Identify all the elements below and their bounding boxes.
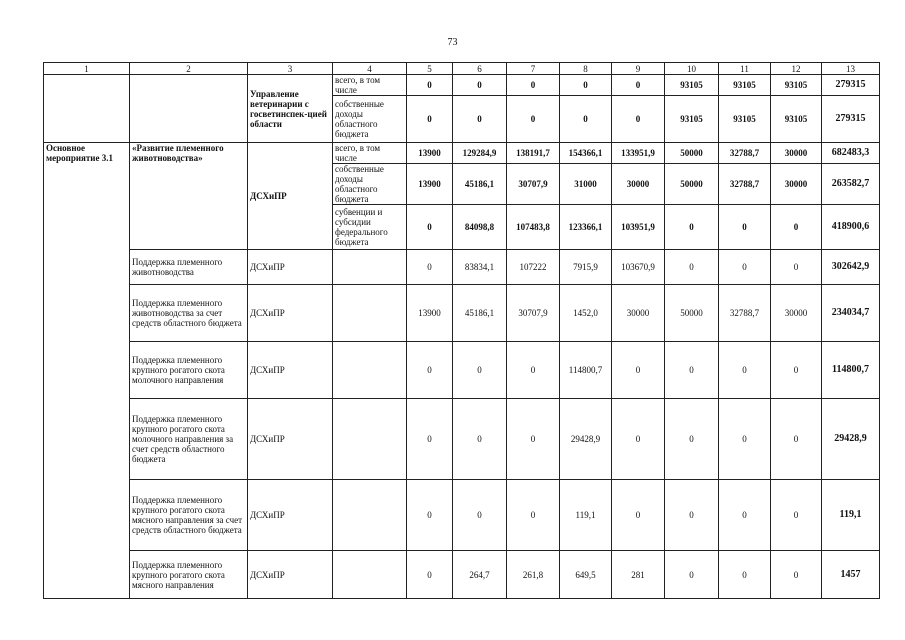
- value-cell: 103670,9: [612, 250, 665, 285]
- value-cell: 682483,3: [822, 143, 880, 164]
- value-cell: 114800,7: [822, 342, 880, 399]
- value-cell: 0: [719, 205, 771, 250]
- column-header: 5: [407, 63, 453, 75]
- value-cell: 50000: [665, 285, 719, 342]
- table-body: [44, 63, 880, 599]
- value-cell: 50000: [665, 143, 719, 164]
- name-cell: Поддержка племенного крупного рогатого скота мясного направления: [130, 551, 248, 599]
- table-row: [44, 285, 880, 342]
- value-cell: 138191,7: [507, 143, 560, 164]
- value-cell: 0: [507, 96, 560, 143]
- value-cell: 93105: [719, 75, 771, 96]
- value-cell: 45186,1: [453, 164, 507, 205]
- responsible-cell: ДСХиПР: [248, 143, 333, 250]
- value-cell: 133951,9: [612, 143, 665, 164]
- value-cell: 93105: [771, 75, 822, 96]
- value-cell: 0: [560, 75, 612, 96]
- value-cell: 0: [507, 342, 560, 399]
- responsible-cell: ДСХиПР: [248, 342, 333, 399]
- responsible-cell: Управление ветеринарии с госветинспек-цией области: [248, 75, 333, 143]
- column-header: 2: [130, 63, 248, 75]
- responsible-cell: ДСХиПР: [248, 551, 333, 599]
- value-cell: 0: [612, 480, 665, 551]
- value-cell: 279315: [822, 75, 880, 96]
- column-header: 13: [822, 63, 880, 75]
- value-cell: 0: [507, 480, 560, 551]
- value-cell: 30000: [612, 164, 665, 205]
- value-cell: 107222: [507, 250, 560, 285]
- value-cell: 0: [453, 75, 507, 96]
- value-cell: 0: [665, 480, 719, 551]
- source-cell: [333, 285, 407, 342]
- value-cell: 0: [407, 399, 453, 480]
- name-cell: Поддержка племенного животноводства: [130, 250, 248, 285]
- value-cell: 93105: [771, 96, 822, 143]
- value-cell: 0: [407, 480, 453, 551]
- source-cell: собственные доходы областного бюджета: [333, 96, 407, 143]
- value-cell: 30000: [771, 285, 822, 342]
- table-row: [44, 250, 880, 285]
- table-row: [44, 399, 880, 480]
- value-cell: 0: [771, 551, 822, 599]
- value-cell: 264,7: [453, 551, 507, 599]
- name-cell: Поддержка племенного крупного рогатого скота мясного направления за счет средств областного бюджета: [130, 480, 248, 551]
- value-cell: 93105: [719, 96, 771, 143]
- value-cell: 0: [719, 551, 771, 599]
- value-cell: 0: [771, 205, 822, 250]
- value-cell: 0: [665, 205, 719, 250]
- value-cell: 0: [560, 96, 612, 143]
- value-cell: 1457: [822, 551, 880, 599]
- column-header: 12: [771, 63, 822, 75]
- column-header: 9: [612, 63, 665, 75]
- value-cell: 0: [719, 480, 771, 551]
- value-cell: 0: [665, 342, 719, 399]
- value-cell: 45186,1: [453, 285, 507, 342]
- value-cell: 0: [719, 250, 771, 285]
- budget-table: [43, 62, 880, 599]
- table-row: [44, 480, 880, 551]
- value-cell: 279315: [822, 96, 880, 143]
- name-cell: «Развитие племенного животноводства»: [130, 143, 248, 250]
- name-cell: Поддержка племенного крупного рогатого скота молочного направления: [130, 342, 248, 399]
- responsible-cell: ДСХиПР: [248, 285, 333, 342]
- value-cell: 0: [507, 399, 560, 480]
- column-header: 4: [333, 63, 407, 75]
- value-cell: 29428,9: [822, 399, 880, 480]
- value-cell: 0: [507, 75, 560, 96]
- value-cell: 302642,9: [822, 250, 880, 285]
- value-cell: 649,5: [560, 551, 612, 599]
- value-cell: 84098,8: [453, 205, 507, 250]
- event-cell: Основное мероприятие 3.1: [44, 143, 130, 599]
- value-cell: 0: [612, 75, 665, 96]
- name-cell: [130, 75, 248, 143]
- name-cell: Поддержка племенного животноводства за счет средств областного бюджета: [130, 285, 248, 342]
- responsible-cell: ДСХиПР: [248, 480, 333, 551]
- value-cell: 1452,0: [560, 285, 612, 342]
- value-cell: 7915,9: [560, 250, 612, 285]
- value-cell: 114800,7: [560, 342, 612, 399]
- value-cell: 30000: [771, 164, 822, 205]
- responsible-cell: ДСХиПР: [248, 399, 333, 480]
- value-cell: 0: [407, 250, 453, 285]
- value-cell: 50000: [665, 164, 719, 205]
- value-cell: 119,1: [560, 480, 612, 551]
- source-cell: субвенции и субсидии федерального бюджета: [333, 205, 407, 250]
- value-cell: 261,8: [507, 551, 560, 599]
- value-cell: 123366,1: [560, 205, 612, 250]
- column-header: 6: [453, 63, 507, 75]
- value-cell: 0: [453, 96, 507, 143]
- value-cell: 129284,9: [453, 143, 507, 164]
- column-header: 8: [560, 63, 612, 75]
- value-cell: 0: [665, 551, 719, 599]
- value-cell: 30000: [771, 143, 822, 164]
- value-cell: 0: [453, 399, 507, 480]
- column-header: 7: [507, 63, 560, 75]
- value-cell: 234034,7: [822, 285, 880, 342]
- value-cell: 0: [612, 96, 665, 143]
- value-cell: 32788,7: [719, 143, 771, 164]
- table-row: [44, 143, 880, 164]
- header-row: [44, 63, 880, 75]
- value-cell: 119,1: [822, 480, 880, 551]
- value-cell: 0: [719, 342, 771, 399]
- value-cell: 107483,8: [507, 205, 560, 250]
- value-cell: 0: [407, 551, 453, 599]
- value-cell: 0: [407, 75, 453, 96]
- source-cell: [333, 342, 407, 399]
- source-cell: всего, в том числе: [333, 75, 407, 96]
- value-cell: 0: [453, 342, 507, 399]
- value-cell: 32788,7: [719, 285, 771, 342]
- value-cell: 30707,9: [507, 164, 560, 205]
- name-cell: Поддержка племенного крупного рогатого скота молочного направления за счет средств областного бюджета: [130, 399, 248, 480]
- value-cell: 13900: [407, 143, 453, 164]
- value-cell: 13900: [407, 285, 453, 342]
- value-cell: 281: [612, 551, 665, 599]
- event-cell: [44, 75, 130, 143]
- value-cell: 13900: [407, 164, 453, 205]
- value-cell: 103951,9: [612, 205, 665, 250]
- source-cell: собственные доходы областного бюджета: [333, 164, 407, 205]
- source-cell: [333, 551, 407, 599]
- value-cell: 154366,1: [560, 143, 612, 164]
- source-cell: [333, 250, 407, 285]
- value-cell: 0: [665, 399, 719, 480]
- table-row: [44, 75, 880, 96]
- value-cell: 0: [612, 399, 665, 480]
- value-cell: 0: [771, 480, 822, 551]
- value-cell: 0: [612, 342, 665, 399]
- value-cell: 29428,9: [560, 399, 612, 480]
- value-cell: 263582,7: [822, 164, 880, 205]
- source-cell: [333, 399, 407, 480]
- value-cell: 32788,7: [719, 164, 771, 205]
- value-cell: 0: [407, 205, 453, 250]
- value-cell: 30000: [612, 285, 665, 342]
- value-cell: 0: [719, 399, 771, 480]
- table-row: [44, 551, 880, 599]
- value-cell: 0: [407, 96, 453, 143]
- column-header: 11: [719, 63, 771, 75]
- responsible-cell: ДСХиПР: [248, 250, 333, 285]
- value-cell: 93105: [665, 96, 719, 143]
- value-cell: 0: [771, 250, 822, 285]
- column-header: 1: [44, 63, 130, 75]
- value-cell: 0: [771, 399, 822, 480]
- value-cell: 418900,6: [822, 205, 880, 250]
- value-cell: 0: [665, 250, 719, 285]
- value-cell: 83834,1: [453, 250, 507, 285]
- source-cell: [333, 480, 407, 551]
- source-cell: всего, в том числе: [333, 143, 407, 164]
- value-cell: 31000: [560, 164, 612, 205]
- value-cell: 0: [407, 342, 453, 399]
- column-header: 10: [665, 63, 719, 75]
- value-cell: 93105: [665, 75, 719, 96]
- column-header: 3: [248, 63, 333, 75]
- value-cell: 0: [771, 342, 822, 399]
- value-cell: 0: [453, 480, 507, 551]
- value-cell: 30707,9: [507, 285, 560, 342]
- table-row: [44, 342, 880, 399]
- page-number: 73: [447, 37, 458, 48]
